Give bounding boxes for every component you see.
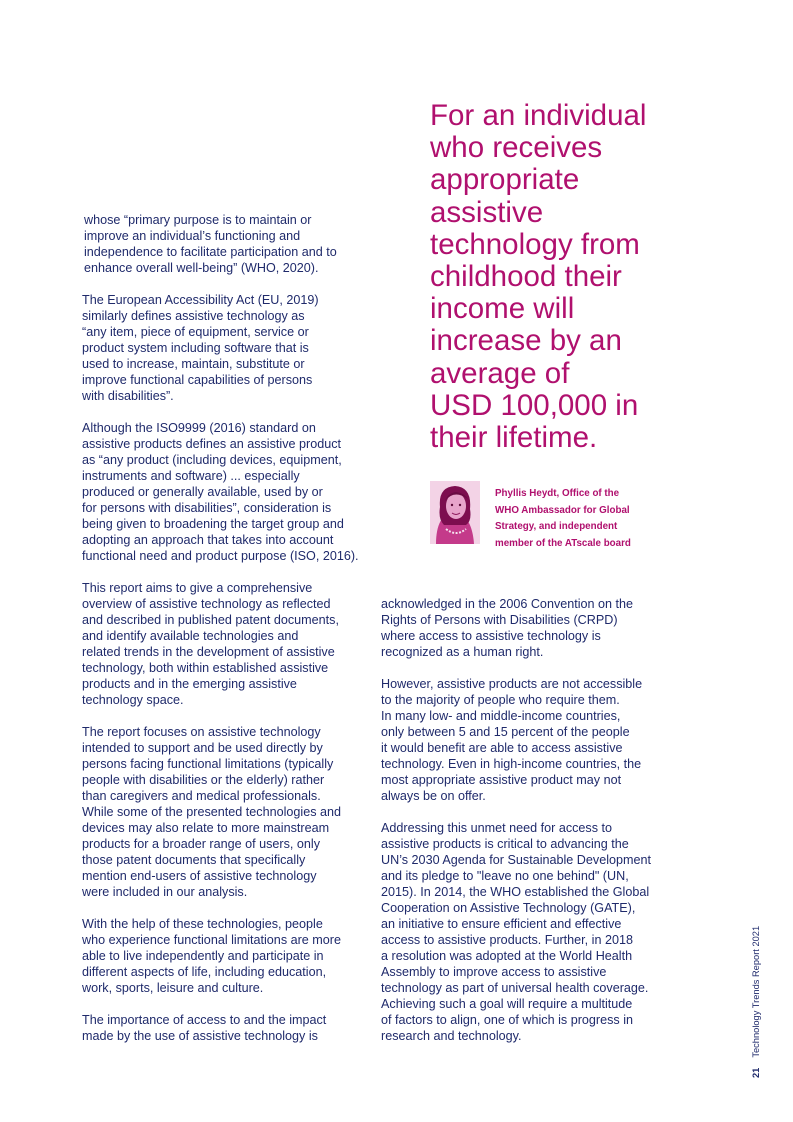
text-line: independence to facilitate participation and to xyxy=(84,245,337,259)
text-line: acknowledged in the 2006 Convention on the xyxy=(381,597,634,611)
text-line: adopting an approach that takes into account xyxy=(82,533,334,547)
text-line: with disabilities”. xyxy=(82,389,174,403)
left-paragraph-1 xyxy=(84,212,337,276)
left-paragraph-6 xyxy=(82,916,341,996)
text-line: different aspects of life, including education, xyxy=(82,965,327,979)
text-line: assistive xyxy=(430,195,544,229)
page-footer xyxy=(750,926,762,1078)
text-line: to the majority of people who require them. xyxy=(381,693,620,707)
text-line: as “any product (including devices, equipment, xyxy=(82,453,342,467)
text-line: and its pledge to "leave no one behind" (UN, xyxy=(381,869,629,883)
text-line: an initiative to ensure efficient and effective xyxy=(381,917,622,931)
left-paragraph-2 xyxy=(82,292,319,404)
text-line: income will xyxy=(430,292,575,326)
text-line: technology, both within established assistive xyxy=(82,661,329,675)
text-line: WHO Ambassador for Global xyxy=(495,504,630,516)
text-line: “any item, piece of equipment, service or xyxy=(82,325,309,339)
pull-quote xyxy=(430,100,730,454)
text-line: devices may also relate to more mainstream xyxy=(82,821,330,835)
text-line: Phyllis Heydt, Office of the xyxy=(495,488,620,499)
text-line: assistive products is critical to advancing the xyxy=(381,837,629,851)
text-line: only between 5 and 15 percent of the people xyxy=(381,725,630,739)
quote-attribution xyxy=(495,486,695,552)
text-line: mention end-users of assistive technology xyxy=(82,869,317,883)
text-line: overview of assistive technology as reflected xyxy=(82,597,331,611)
text-line: While some of the presented technologies and xyxy=(82,805,342,819)
text-line: Addressing this unmet need for access to xyxy=(381,821,613,835)
text-line: similarly defines assistive technology as xyxy=(82,309,305,323)
text-line: work, sports, leisure and culture. xyxy=(82,981,264,995)
text-line: persons facing functional limitations (typically xyxy=(82,757,334,771)
portrait-photo xyxy=(430,481,480,544)
text-line: used to increase, maintain, substitute or xyxy=(82,357,305,371)
text-line: increase by an xyxy=(430,324,622,358)
text-line: intended to support and be used directly by xyxy=(82,741,323,755)
text-line: products for a broader range of users, only xyxy=(82,837,321,851)
text-line: This report aims to give a comprehensive xyxy=(82,581,313,595)
text-line: Cooperation on Assistive Technology (GATE), xyxy=(381,901,636,915)
text-line: their lifetime. xyxy=(430,421,598,455)
text-line: who experience functional limitations are more xyxy=(82,933,342,947)
running-title: Technology Trends Report 2021 xyxy=(751,925,761,1058)
text-line: average of xyxy=(430,356,570,390)
text-line: improve functional capabilities of persons xyxy=(82,373,313,387)
text-line: people with disabilities or the elderly) rather xyxy=(82,773,325,787)
text-line: technology from xyxy=(430,227,640,261)
text-line: able to live independently and participate in xyxy=(82,949,324,963)
text-line: technology as part of universal health coverage. xyxy=(381,981,649,995)
text-line: where access to assistive technology is xyxy=(381,629,601,643)
text-line: recognized as a human right. xyxy=(381,645,544,659)
text-line: USD 100,000 in xyxy=(430,388,639,422)
text-line: childhood their xyxy=(430,260,622,294)
text-line: of factors to align, one of which is progress in xyxy=(381,1013,634,1027)
text-line: related trends in the development of assistive xyxy=(82,645,335,659)
text-line: appropriate xyxy=(430,163,580,197)
text-line: enhance overall well-being” (WHO, 2020). xyxy=(84,261,319,275)
text-line: assistive products defines an assistive product xyxy=(82,437,342,451)
text-line: For an individual xyxy=(430,99,647,132)
text-line: Achieving such a goal will require a multitude xyxy=(381,997,633,1011)
text-line: those patent documents that specifically xyxy=(82,853,306,867)
text-line: The European Accessibility Act (EU, 2019) xyxy=(82,293,319,307)
text-line: products and in the emerging assistive xyxy=(82,677,297,691)
text-line: member of the ATscale board xyxy=(495,537,631,549)
text-line: it would benefit are able to access assistive xyxy=(381,741,623,755)
text-line: than caregivers and medical professionals. xyxy=(82,789,321,803)
text-line: technology space. xyxy=(82,693,184,707)
text-line: instruments and software) ... especially xyxy=(82,469,300,483)
text-line: In many low- and middle-income countries, xyxy=(381,709,621,723)
text-line: functional need and product purpose (ISO, 2016). xyxy=(82,549,359,563)
text-line: and described in published patent documents, xyxy=(82,613,339,627)
left-paragraph-7 xyxy=(82,1012,326,1044)
text-line: product system including software that is xyxy=(82,341,309,355)
text-line: who receives xyxy=(430,131,603,165)
text-line: However, assistive products are not accessible xyxy=(381,677,643,691)
left-paragraph-4 xyxy=(82,580,339,708)
text-line: Rights of Persons with Disabilities (CRPD) xyxy=(381,613,618,627)
right-paragraph-2 xyxy=(381,676,642,804)
right-paragraph-1 xyxy=(381,596,633,660)
text-line: technology. Even in high-income countries, the xyxy=(381,757,642,771)
text-line: 2015). In 2014, the WHO established the Global xyxy=(381,885,650,899)
text-line: The importance of access to and the impact xyxy=(82,1013,327,1027)
text-line: Strategy, and independent xyxy=(495,521,618,532)
text-line: produced or generally available, used by or xyxy=(82,485,323,499)
text-line: most appropriate assistive product may not xyxy=(381,773,622,787)
text-line: Assembly to improve access to assistive xyxy=(381,965,607,979)
left-paragraph-5 xyxy=(82,724,341,900)
text-line: were included in our analysis. xyxy=(82,885,248,899)
left-paragraph-3 xyxy=(82,420,359,564)
text-line: Although the ISO9999 (2016) standard on xyxy=(82,421,316,435)
text-line: whose “primary purpose is to maintain or xyxy=(84,213,312,227)
text-line: With the help of these technologies, people xyxy=(82,917,323,931)
text-line: access to assistive products. Further, in 2018 xyxy=(381,933,633,947)
text-line: The report focuses on assistive technology xyxy=(82,725,321,739)
text-line: research and technology. xyxy=(381,1029,522,1043)
right-paragraph-3 xyxy=(381,820,651,1044)
text-line: and identify available technologies and xyxy=(82,629,299,643)
text-line: being given to broadening the target group and xyxy=(82,517,344,531)
text-line: improve an individual’s functioning and xyxy=(84,229,301,243)
page-number: 21 xyxy=(751,1067,761,1078)
text-line: UN’s 2030 Agenda for Sustainable Development xyxy=(381,853,652,867)
text-line: for persons with disabilities”, consideration is xyxy=(82,501,332,515)
text-line: always be on offer. xyxy=(381,789,486,803)
text-line: made by the use of assistive technology is xyxy=(82,1029,318,1043)
text-line: a resolution was adopted at the World Health xyxy=(381,949,633,963)
